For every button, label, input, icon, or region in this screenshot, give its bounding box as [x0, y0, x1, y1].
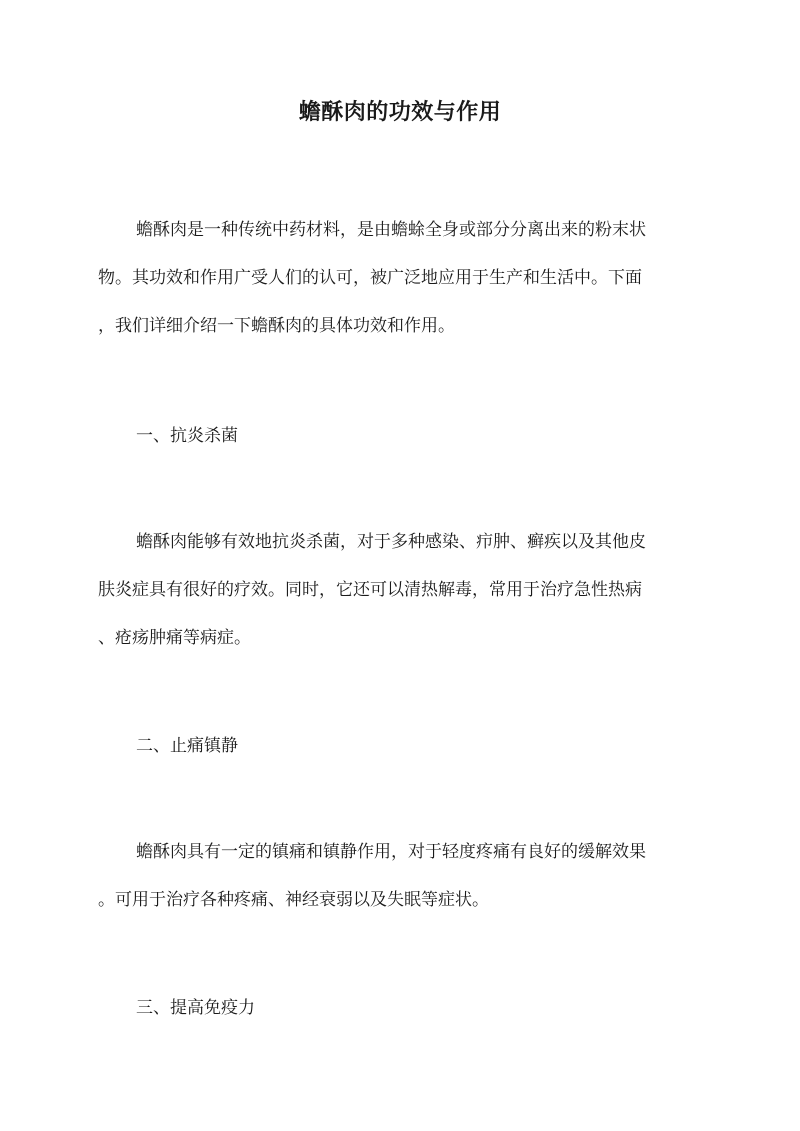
paragraph-line: 物。其功效和作用广受人们的认可，被广泛地应用于生产和生活中。下面 [98, 268, 642, 288]
section-heading: 二、止痛镇静 [136, 736, 238, 756]
section-heading: 三、提高免疫力 [136, 998, 255, 1018]
section-heading: 一、抗炎杀菌 [136, 426, 238, 446]
paragraph-line: ，我们详细介绍一下蟾酥肉的具体功效和作用。 [98, 316, 455, 336]
section-paragraph [98, 828, 710, 924]
paragraph-line: 、疮疡肿痛等病症。 [98, 628, 251, 648]
paragraph-line: 蟾酥肉能够有效地抗炎杀菌，对于多种感染、疖肿、癣疾以及其他皮 [136, 532, 646, 552]
paragraph-line: 蟾酥肉是一种传统中药材料，是由蟾蜍全身或部分分离出来的粉末状 [136, 220, 646, 240]
paragraph-line: 。可用于治疗各种疼痛、神经衰弱以及失眠等症状。 [98, 890, 489, 910]
intro-paragraph [98, 206, 710, 350]
paragraph-line: 蟾酥肉具有一定的镇痛和镇静作用，对于轻度疼痛有良好的缓解效果 [136, 842, 646, 862]
section-paragraph [98, 518, 710, 662]
document-title: 蟾酥肉的功效与作用 [298, 99, 502, 125]
paragraph-line: 肤炎症具有很好的疗效。同时，它还可以清热解毒，常用于治疗急性热病 [98, 580, 642, 600]
